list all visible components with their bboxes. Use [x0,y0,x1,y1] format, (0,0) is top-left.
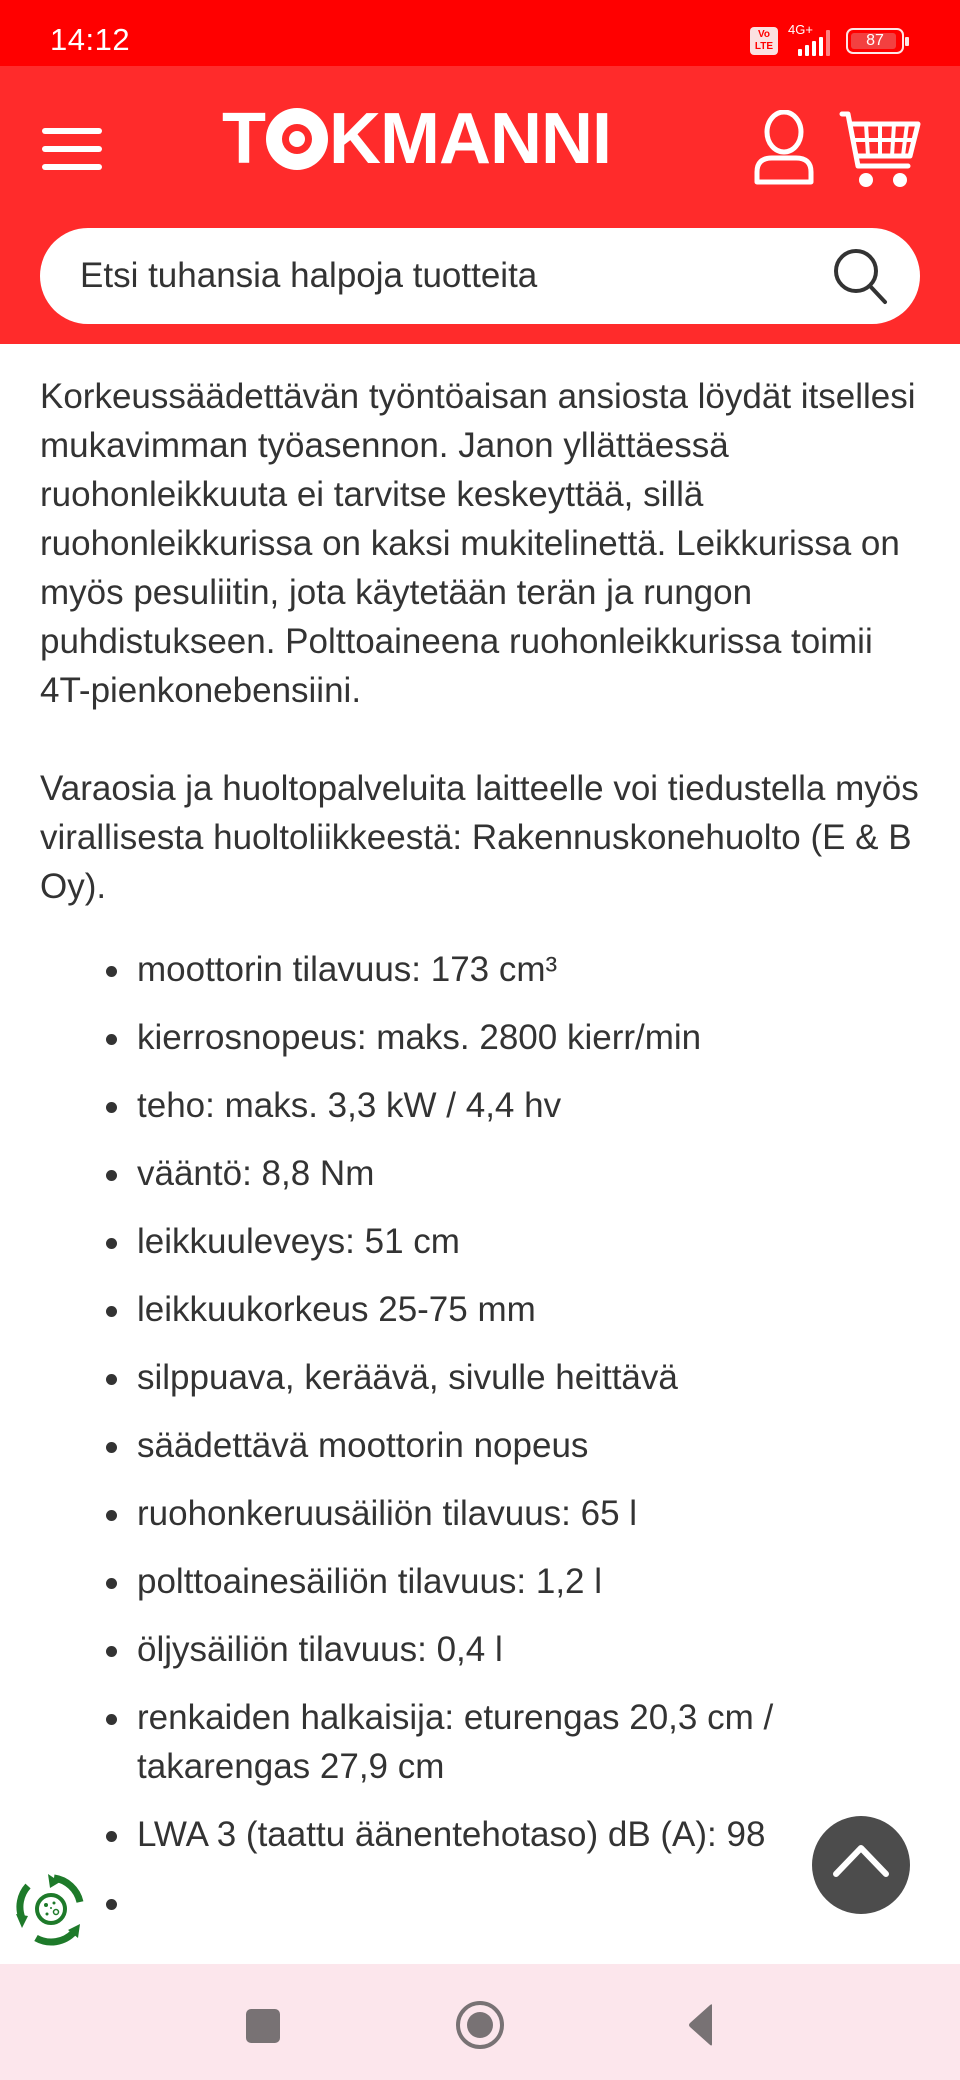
chevron-up-icon [812,1816,910,1914]
search-icon [830,245,892,307]
status-icons [750,22,904,57]
system-nav-bar [0,1964,960,2080]
home-icon [450,2000,510,2050]
volte-icon [750,27,778,55]
spec-item: vääntö: 8,8 Nm [98,1149,920,1198]
search-button[interactable] [830,245,892,307]
recents-button[interactable] [233,2000,293,2050]
spec-item: teho: maks. 3,3 kW / 4,4 hv [98,1081,920,1130]
spec-item: LWA 3 (taattu äänentehotaso) dB (A): 98 [98,1810,920,1859]
description-paragraph: Korkeussäädettävän työntöaisan ansiosta löydät itsellesi mukavimman työasennon. Janon yllättäessä ruohonleikkuuta ei tarvitse keskeyttää, sillä ruohonleikkurissa on kaksi mukitelinettä. Leikkurissa on myös pesuliitin, jota käytetään terän ja rungon puhdistukseen. Polttoaineena ruohonleikkurissa toimii 4T-pienkonebensiini. [40,377,916,710]
cart-button[interactable] [838,110,922,190]
battery-icon [846,28,904,54]
signal-icon [788,22,836,56]
back-icon [668,2000,728,2050]
logo-letter-t: T [222,99,265,179]
spec-list [0,911,960,1927]
spec-item: säädettävä moottorin nopeus [98,1421,920,1470]
spec-item: kierrosnopeus: maks. 2800 kierr/min [98,1013,920,1062]
user-icon [752,110,816,186]
status-bar [0,0,960,66]
spec-item: renkaiden halkaisija: eturengas 20,3 cm / takarengas 27,9 cm [98,1693,920,1791]
search-bar [40,228,920,324]
spec-item: öljysäiliön tilavuus: 0,4 l [98,1625,920,1674]
recents-icon [233,2000,293,2050]
site-header [0,66,960,344]
cart-icon [838,110,922,190]
scroll-to-top-button[interactable] [812,1816,910,1914]
recycle-cookie-icon [14,1872,88,1946]
network-type: 4G+ [788,22,813,37]
logo-letters: KMANNI [328,99,611,179]
menu-button[interactable] [42,122,104,176]
signal-bars [798,30,830,56]
spec-item: leikkuukorkeus 25-75 mm [98,1285,920,1334]
volte-label-bottom: LTE [754,41,774,52]
tokmanni-logo[interactable] [222,99,611,179]
spec-item-empty [98,1878,920,1927]
search-input[interactable] [80,256,820,296]
menu-icon [42,128,102,134]
spec-item: silppuava, keräävä, sivulle heittävä [98,1353,920,1402]
service-paragraph: Varaosia ja huoltopalveluita laitteelle voi tiedustella myös virallisesta huoltoliikkeestä: Rakennuskonehuolto (E & B Oy). [40,769,919,906]
account-button[interactable] [752,110,816,186]
home-button[interactable] [450,2000,510,2050]
spec-item: polttoainesäiliön tilavuus: 1,2 l [98,1557,920,1606]
status-time: 14:12 [50,22,131,57]
cookie-settings-button[interactable] [14,1872,88,1946]
volte-label-top: Vo [757,29,771,40]
battery-percent: 87 [866,32,884,49]
spec-item: ruohonkeruusäiliön tilavuus: 65 l [98,1489,920,1538]
spec-item: leikkuuleveys: 51 cm [98,1217,920,1266]
logo-target-icon [266,108,328,170]
spec-item: moottorin tilavuus: 173 cm³ [98,945,920,994]
product-description [0,344,960,1964]
back-button[interactable] [668,2000,728,2050]
